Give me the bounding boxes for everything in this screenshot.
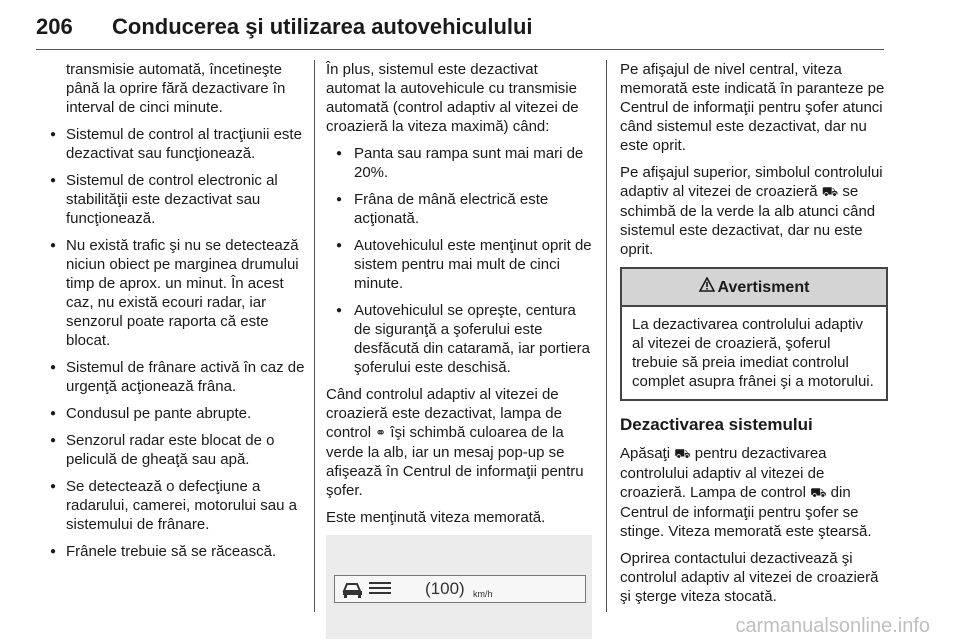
list-item: ● Sistemul de frânare activă în caz de urgenţă acţionează frâna. [50, 358, 308, 396]
cluster-display [334, 575, 586, 603]
list-item: ● Autovehiculul este menţinut oprit de sistem pentru mai mult de cinci minute. [336, 236, 592, 293]
warning-header [622, 269, 886, 307]
upper-display-paragraph: Pe afişajul superior, simbolul controlului adaptiv al vitezei de croazieră ⛟ se schimbă de la verde la alb atunci când sistemul este dezactivat, dar nu este oprit. [620, 164, 883, 258]
column-left [50, 60, 308, 569]
column-right [620, 60, 888, 614]
warning-body: La dezactivarea controlului adaptiv al vitezei de croazieră, şoferul trebuie să preia imediat controlul complet asupra frânei şi a motorului. [632, 316, 874, 390]
list-item: ● Nu există trafic şi nu se detectează niciun obiect pe marginea drumului timp de aprox. un minut. În acest caz, nu există ecouri radar, iar senzorul poate raporta că este blocat. [50, 236, 308, 350]
condition-list [50, 125, 308, 561]
auto-deactivation-list [326, 144, 592, 377]
warning-triangle-icon [699, 277, 715, 297]
page-number: 206 [36, 14, 73, 39]
list-item: ● Autovehiculul se opreşte, centura de siguranţă a şoferului este desfăcută din cataramă, iar portiera şoferului este deschisă. [336, 301, 592, 377]
adaptive-cruise-car-icon [341, 579, 365, 604]
speed-kept-paragraph: Este menţinută viteza memorată. [326, 509, 546, 526]
list-item: ● Senzorul radar este blocat de o peliculă de gheaţă sau apă. [50, 431, 308, 469]
lamp-paragraph: Când controlul adaptiv al vitezei de croazieră este dezactivat, lampa de control ⚭ îşi schimbă culoarea de la verde la alb, iar un mesaj pop-up se afişează în Centrul de informaţii pentru şofer. [326, 386, 584, 499]
column-divider [314, 60, 315, 612]
list-item: ● Se detectează o defecţiune a radarului, camerei, motorului sau a sistemului de frânare. [50, 477, 308, 534]
deactivation-paragraph: Apăsaţi ⛟ pentru dezactivarea controlului adaptiv al vitezei de croazieră. Lampa de control ⛟ din Centrul de informaţii pentru şofer se stinge. Viteza memorată este ştearsă. [620, 445, 872, 540]
column-divider [606, 60, 607, 612]
adaptive-cruise-car-icon: ⛟ [810, 486, 827, 501]
warning-box [620, 267, 888, 401]
header-rule [36, 49, 884, 50]
watermark: carmanualsonline.info [735, 615, 930, 637]
distance-bars-icon [369, 582, 391, 597]
list-item: ● Frâna de mână electrică este acţionată. [336, 190, 592, 228]
adaptive-cruise-car-icon: ⛟ [674, 447, 691, 462]
column-middle [326, 60, 592, 639]
list-item: ● Condusul pe pante abrupte. [50, 404, 308, 423]
intro-paragraph: În plus, sistemul este dezactivat automat la autovehicule cu transmisie automată (control adaptiv al vitezei de croazieră la viteza maximă) când: [326, 61, 579, 135]
cruise-speedometer-icon: ⚭ [375, 426, 387, 441]
adaptive-cruise-car-icon: ⛟ [821, 185, 839, 200]
section-title: Dezactivarea sistemului [620, 415, 813, 434]
list-item: ● Sistemul de control electronic al stabilităţii este dezactivat sau funcţionează. [50, 171, 308, 228]
page-title: Conducerea şi utilizarea autovehiculului [112, 14, 533, 39]
stored-speed: (100) [425, 579, 465, 598]
continuation-text: transmisie automată, încetineşte până la oprire fără dezactivare în interval de cinci minute. [66, 61, 286, 116]
central-display-paragraph: Pe afişajul de nivel central, viteza memorată este indicată în paranteze pe Centrul de informaţii pentru şofer atunci când sistemul este dezactivat, dar nu este oprit. [620, 61, 885, 154]
list-item: ● Frânele trebuie să se răcească. [50, 542, 308, 561]
list-item: ● Panta sau rampa sunt mai mari de 20%. [336, 144, 592, 182]
page-header [0, 0, 960, 52]
warning-title: Avertisment [717, 278, 810, 296]
ignition-off-paragraph: Oprirea contactului dezactivează şi controlul adaptiv al vitezei de croazieră şi şterge viteza stocată. [620, 550, 879, 605]
display-figure [326, 535, 592, 639]
speed-unit: km/h [473, 589, 493, 599]
list-item: ● Sistemul de control al tracţiunii este dezactivat sau funcţionează. [50, 125, 308, 163]
